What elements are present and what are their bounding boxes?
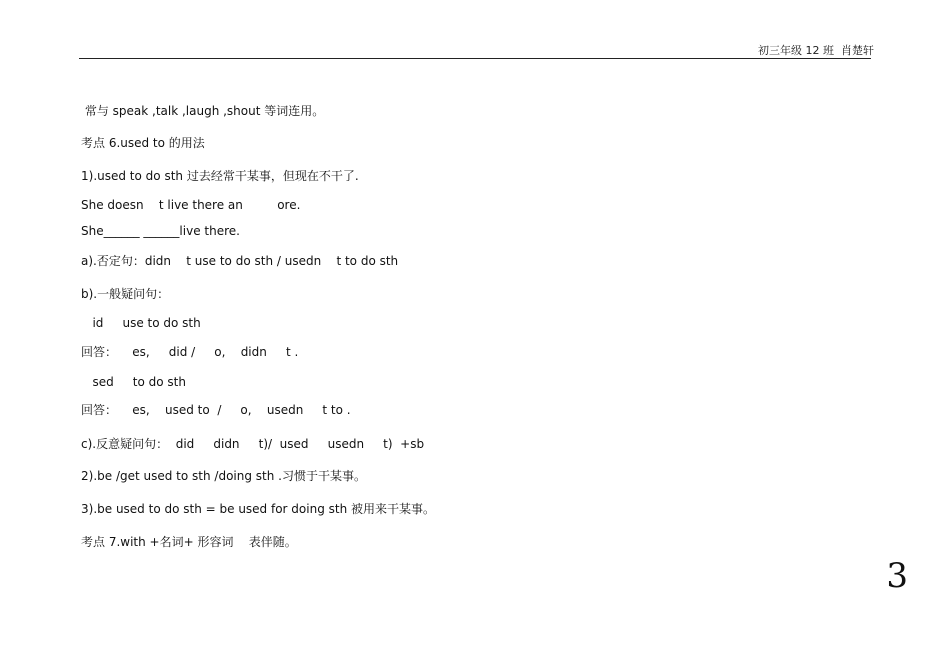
text-line: 3).be used to do sth = be used for doing sth 被用来干某事。 xyxy=(81,502,436,516)
section-heading: 考点 6.used to 的用法 xyxy=(81,136,205,150)
text-line: b).一般疑问句： xyxy=(81,287,170,301)
fill-in-blank: She______ ______live there. xyxy=(81,224,240,238)
answer-line: 回答： es, used to / o, usedn t to . xyxy=(81,403,351,417)
text-line: c).反意疑问句： did didn t)/ used usedn t) +sb xyxy=(81,437,425,451)
header-class-name: 初三年级 12 班 肖楚轩 xyxy=(758,44,874,57)
text-line: 2).be /get used to sth /doing sth .习惯于干某事。 xyxy=(81,469,366,483)
text-line: id use to do sth xyxy=(81,316,201,330)
section-heading: 考点 7.with +名词+ 形容词 表伴随。 xyxy=(81,535,297,549)
page-number: 3 xyxy=(886,556,908,596)
text-line: 常与 speak ,talk ,laugh ,shout 等词连用。 xyxy=(81,104,325,118)
text-line: sed to do sth xyxy=(81,375,186,389)
answer-line: 回答： es, did / o, didn t . xyxy=(81,345,299,359)
example-sentence: She doesn t live there an ore. xyxy=(81,198,301,212)
text-line: 1).used to do sth 过去经常干某事，但现在不干了. xyxy=(81,169,359,183)
text-line: a).否定句：didn t use to do sth / usedn t to do sth xyxy=(81,254,399,268)
header-divider xyxy=(79,58,871,59)
